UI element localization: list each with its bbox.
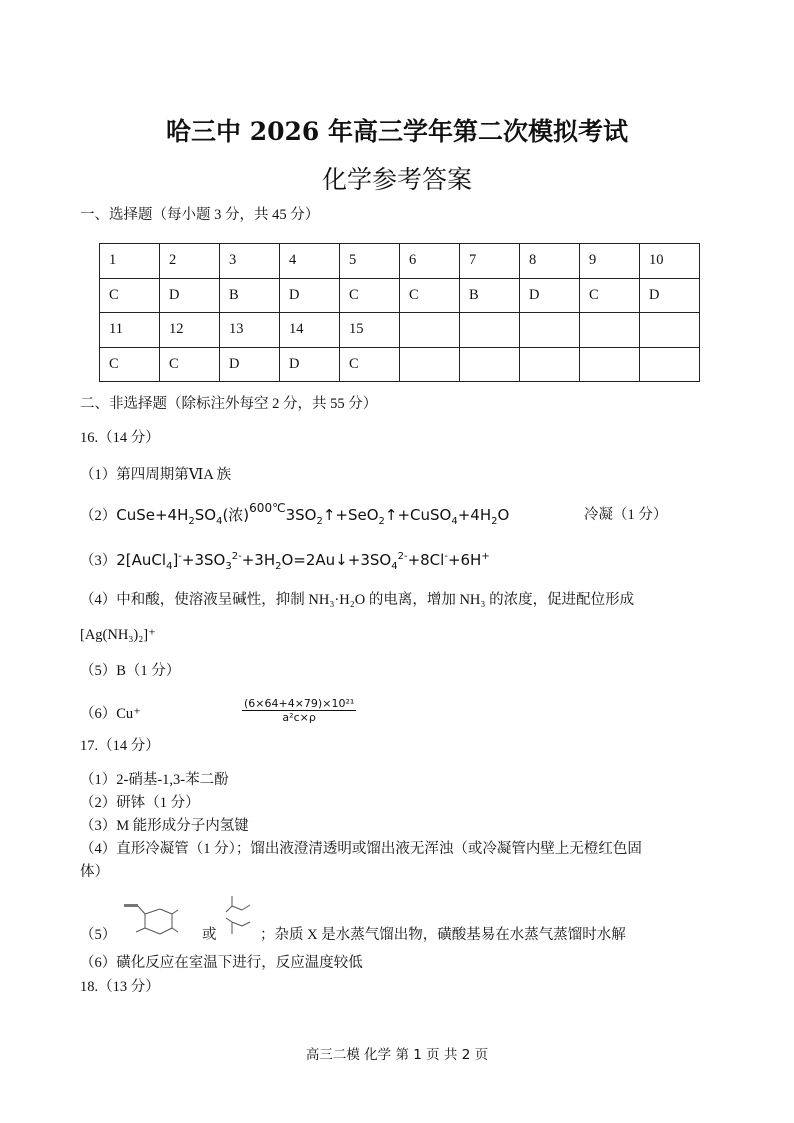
q17-answer-3: （3）M 能形成分子内氢键 bbox=[80, 818, 249, 834]
equation: $2[AuCl_4]^-+3SO_3^{2-}+3H_2O=2Au↓+3SO_4^{2-}+8Cl^-+6H^+$ bbox=[116, 551, 490, 572]
answer-cell: C bbox=[340, 347, 400, 382]
q16-answer-2 bbox=[80, 501, 668, 532]
explanation: ；杂质 X 是水蒸气馏出物，磺酸基易在水蒸气蒸馏时水解 bbox=[260, 927, 626, 943]
question-number-cell bbox=[580, 313, 640, 348]
question-number-cell: 15 bbox=[340, 313, 400, 348]
question-number-cell: 14 bbox=[280, 313, 340, 348]
section-heading-nonchoice: 二、非选择题（除标注外每空 2 分，共 55 分） bbox=[80, 396, 378, 412]
question-number-cell: 8 bbox=[520, 244, 580, 279]
q18-heading: 18.（13 分） bbox=[80, 979, 160, 995]
label: （5） bbox=[80, 927, 117, 943]
answer-cell: D bbox=[640, 278, 700, 313]
q16-answer-5: （5）B（1 分） bbox=[80, 663, 181, 679]
answer-cell: C bbox=[400, 278, 460, 313]
page-subtitle: 化学参考答案 bbox=[321, 165, 472, 194]
q16-answer-1: （1）第四周期第ⅥA 族 bbox=[80, 467, 232, 483]
label: （3） bbox=[80, 553, 117, 569]
q16-heading: 16.（14 分） bbox=[80, 430, 160, 446]
q17-heading: 17.（14 分） bbox=[80, 738, 160, 754]
question-number-cell: 9 bbox=[580, 244, 640, 279]
q16-answer-6: （6）Cu⁺ bbox=[80, 706, 141, 722]
answer-cell bbox=[520, 347, 580, 382]
answer-cell: B bbox=[460, 278, 520, 313]
answer-cell bbox=[640, 347, 700, 382]
question-number-cell: 7 bbox=[460, 244, 520, 279]
q17-answer-4: （4）直形冷凝管（1 分）；馏出液澄清透明或馏出液无浑浊（或冷凝管内壁上无橙红色固 bbox=[80, 841, 642, 857]
answer-table bbox=[99, 243, 700, 382]
question-number-row bbox=[100, 244, 700, 279]
structure-diagram-1 bbox=[120, 898, 185, 943]
answer-cell: C bbox=[100, 278, 160, 313]
question-number-cell bbox=[460, 313, 520, 348]
answer-row bbox=[100, 278, 700, 313]
question-number-row bbox=[100, 313, 700, 348]
label: （2） bbox=[80, 508, 117, 524]
answer-cell: D bbox=[220, 347, 280, 382]
section-heading-choice: 一、选择题（每小题 3 分，共 45 分） bbox=[80, 207, 320, 223]
eq-part: CuSe+4H bbox=[116, 506, 189, 524]
or-text: 或 bbox=[202, 927, 217, 943]
question-number-cell: 4 bbox=[280, 244, 340, 279]
question-number-cell bbox=[520, 313, 580, 348]
answer-row bbox=[100, 347, 700, 382]
question-number-cell bbox=[400, 313, 460, 348]
q17-answer-1: （1）2-硝基-1,3-苯二酚 bbox=[80, 772, 229, 788]
question-number-cell: 13 bbox=[220, 313, 280, 348]
answer-cell: D bbox=[280, 347, 340, 382]
answer-cell bbox=[460, 347, 520, 382]
answer-cell: C bbox=[160, 347, 220, 382]
answer-cell: C bbox=[100, 347, 160, 382]
question-number-cell: 10 bbox=[640, 244, 700, 279]
question-number-cell: 2 bbox=[160, 244, 220, 279]
q17-answer-5 bbox=[80, 925, 626, 945]
formula-denominator: a²c×ρ bbox=[282, 711, 316, 724]
answer-cell bbox=[400, 347, 460, 382]
note: 冷凝（1 分） bbox=[584, 507, 668, 523]
question-number-cell: 6 bbox=[400, 244, 460, 279]
answer-cell: C bbox=[580, 278, 640, 313]
page-footer: 高三二模 化学 第 1 页 共 2 页 bbox=[305, 1047, 489, 1063]
formula-numerator: (6×64+4×79)×10²¹ bbox=[244, 697, 355, 710]
density-formula bbox=[242, 697, 356, 724]
page-title: 哈三中 2026 年高三学年第二次模拟考试 bbox=[166, 117, 628, 146]
answer-cell: C bbox=[340, 278, 400, 313]
answer-cell: D bbox=[280, 278, 340, 313]
q16-answer-3 bbox=[80, 547, 490, 577]
reaction-condition: 600℃ bbox=[249, 501, 286, 515]
answer-cell bbox=[580, 347, 640, 382]
answer-cell: D bbox=[520, 278, 580, 313]
answer-cell: B bbox=[220, 278, 280, 313]
q16-answer-4-cont: [Ag(NH₃)₂]⁺ bbox=[80, 627, 156, 643]
question-number-cell: 5 bbox=[340, 244, 400, 279]
question-number-cell: 1 bbox=[100, 244, 160, 279]
question-number-cell bbox=[640, 313, 700, 348]
question-number-cell: 12 bbox=[160, 313, 220, 348]
answer-cell: D bbox=[160, 278, 220, 313]
structure-diagram-2 bbox=[220, 890, 265, 945]
question-number-cell: 11 bbox=[100, 313, 160, 348]
equation: $CuSe+4H_2SO_4$(浓)$^{600℃}3SO_2↑+SeO_2↑+CuSO_4+4H_2O$ bbox=[116, 501, 510, 527]
q17-answer-4-cont: 体） bbox=[80, 864, 109, 880]
q17-answer-2: （2）研钵（1 分） bbox=[80, 795, 200, 811]
question-number-cell: 3 bbox=[220, 244, 280, 279]
q16-answer-4: （4）中和酸，使溶液呈碱性，抑制 NH₃·H₂O 的电离，增加 NH₃ 的浓度，促进配位形成 bbox=[80, 592, 635, 608]
q17-answer-6: （6）磺化反应在室温下进行，反应温度较低 bbox=[80, 955, 363, 971]
